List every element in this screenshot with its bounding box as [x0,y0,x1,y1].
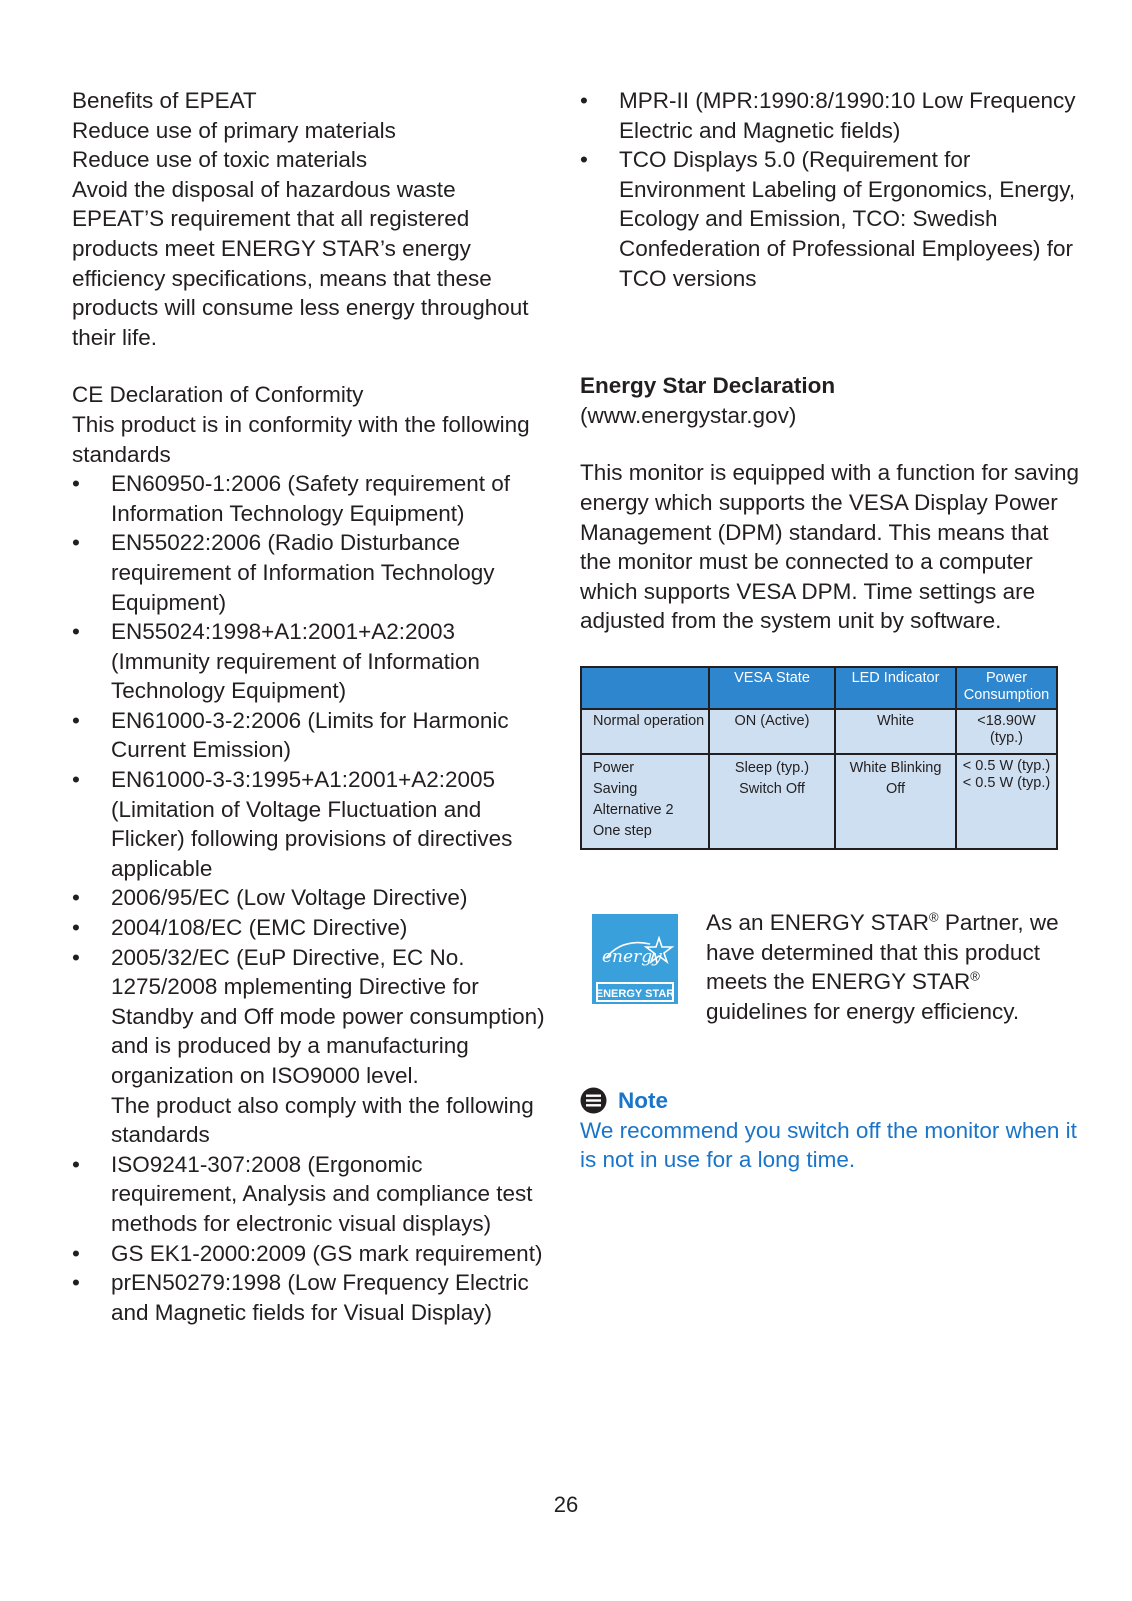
energy-star-logo-icon [592,914,678,1004]
eup-extra-text: The product also comply with the following standards [111,1092,534,1148]
partner-text-part: Partner, we have determined that this product meets the ENERGY STAR [706,909,1059,995]
list-item-text: EN55024:1998+A1:2001+A2:2003 (Immunity requirement of Information Technology Equipment) [111,619,480,704]
right-column [580,86,1080,1175]
table-header-cell: VESA State [709,667,835,709]
mode-line: Alternative 2 [593,801,674,818]
logo-script-text: energy [602,946,662,967]
list-item-text: MPR-II (MPR:1990:8/1990:10 Low Frequency Electric and Magnetic fields) [619,88,1076,143]
registered-mark: ® [970,968,980,984]
mode-line: Saving [593,780,638,797]
list-item [72,765,552,883]
partner-text-part: guidelines for energy efficiency. [706,998,1020,1024]
list-item [72,913,552,943]
table-header-row [581,667,1057,709]
energy-star-title: Energy Star Declaration [580,373,836,399]
list-item [72,1268,552,1327]
list-item-text: ISO9241-307:2008 (Ergonomic requirement, Analysis and compliance test methods for electronic visual displays) [111,1151,533,1236]
led-cell [835,754,956,849]
power-cell [956,754,1057,849]
partner-text-part: As an ENERGY STAR [706,909,929,935]
mode-line: One step [593,822,652,839]
bullet-icon: • [72,530,80,556]
bullet-icon: • [72,767,80,793]
bullet-icon: • [72,915,80,941]
state-cell [709,754,835,849]
epeat-heading: Benefits of EPEAT [72,88,257,113]
table-row [581,754,1057,849]
led-cell: White [835,709,956,754]
bullet-icon: • [72,885,80,911]
power-table [580,666,1058,850]
bullet-icon: • [72,619,80,645]
list-item-text: EN61000-3-2:2006 (Limits for Harmonic Current Emission) [111,707,509,763]
power-line: < 0.5 W (typ.) [962,774,1051,791]
list-item [580,145,1080,293]
led-line: Off [885,780,906,797]
bullet-icon: • [72,1240,80,1266]
epeat-requirement: EPEAT’S requirement that all registered products meet ENERGY STAR’s energy efficiency specifications, means that these products will consume less energy throughout their life. [72,206,529,350]
energy-star-url: (www.energystar.gov) [580,402,797,428]
list-item [72,528,552,617]
list-item-text: EN55022:2006 (Radio Disturbance requirement of Information Technology Equipment) [111,530,495,615]
list-item [72,1150,552,1239]
note-box [580,1086,1080,1175]
ce-standards-list [72,469,552,1327]
note-header [580,1086,1080,1116]
bullet-icon: • [72,471,80,497]
logo-text: ENERGY STAR [595,987,675,1000]
list-item-text: EN61000-3-3:1995+A1:2001+A2:2005 (Limitation of Voltage Fluctuation and Flicker) following provisions of directives applicable [111,767,513,881]
bullet-icon: • [72,1270,80,1296]
list-item [72,617,552,706]
note-icon [580,1087,607,1114]
mode-cell: Normal operation [581,709,709,754]
page-number: 26 [553,1492,579,1517]
list-item-text: 2005/32/EC (EuP Directive, EC No. 1275/2008 mplementing Directive for Standby and Off mode power consumption) and is produced by a manufacturing organization on ISO9000 level. [111,944,545,1088]
note-text: We recommend you switch off the monitor when it is not in use for a long time. [580,1117,1077,1173]
energy-star-text: This monitor is equipped with a function for saving energy which supports the VESA Display Power Management (DPM) standard. This means that the monitor must be connected to a computer which supports VESA DPM. Time settings are adjusted from the system unit by software. [580,460,1080,634]
list-item [72,1239,552,1269]
table-header-cell [581,667,709,709]
state-line: Sleep (typ.) [734,759,810,776]
list-item-text: GS EK1-2000:2009 (GS mark requirement) [111,1240,543,1266]
list-item [72,943,552,1150]
left-column [72,86,552,1327]
table-header-cell: Power Consumption [956,667,1057,709]
epeat-benefit-1: Reduce use of primary materials [72,117,396,143]
list-item-text: EN60950-1:2006 (Safety requirement of Information Technology Equipment) [111,471,510,526]
list-item-text: TCO Displays 5.0 (Requirement for Environment Labeling of Ergonomics, Energy, Ecology and Emission, TCO: Swedish Confederation of Professional Employees) for TCO versions [619,147,1076,291]
ce-title: CE Declaration of Conformity [72,382,364,408]
bullet-icon: • [72,944,80,970]
list-item-text: prEN50279:1998 (Low Frequency Electric and Magnetic fields for Visual Display) [111,1270,529,1325]
bullet-icon: • [72,1151,80,1177]
list-item-text: 2006/95/EC (Low Voltage Directive) [111,885,468,911]
registered-mark: ® [929,909,939,925]
state-cell: ON (Active) [709,709,835,754]
ce-intro: This product is in conformity with the following standards [72,411,530,467]
state-line: Switch Off [739,780,805,797]
energy-star-partner [580,908,1080,1068]
table-row [581,709,1057,754]
epeat-benefit-2: Reduce use of toxic materials [72,147,368,173]
bullet-icon: • [580,88,588,113]
mode-line: Power [593,759,635,776]
bullet-icon: • [580,147,588,173]
list-item [580,86,1080,145]
power-line: < 0.5 W (typ.) [962,757,1051,774]
led-line: White Blinking [849,759,942,776]
list-item-text: 2004/108/EC (EMC Directive) [111,915,408,941]
partner-text [706,908,1066,1026]
power-cell: <18.90W (typ.) [956,709,1057,754]
list-item [72,706,552,765]
epeat-benefit-3: Avoid the disposal of hazardous waste [72,176,456,202]
list-item [72,883,552,913]
emission-standards-list [580,86,1080,293]
bullet-icon: • [72,707,80,733]
table-header-cell: LED Indicator [835,667,956,709]
mode-cell [581,754,709,849]
note-title: Note [618,1087,668,1113]
list-item [72,469,552,528]
